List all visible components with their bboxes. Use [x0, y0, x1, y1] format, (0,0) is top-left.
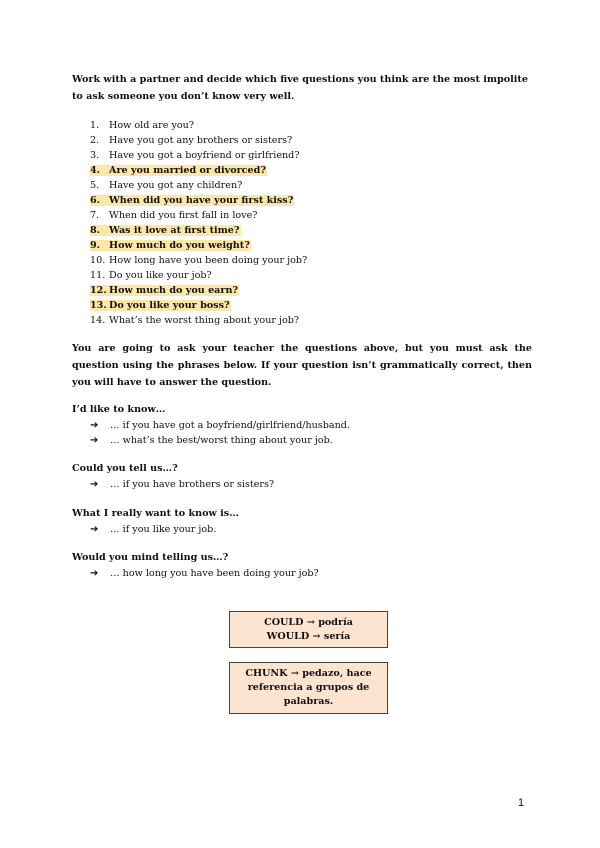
phrase-item [72, 566, 532, 581]
list-item [90, 238, 390, 253]
phrase-item [72, 418, 532, 433]
question-text: How long have you been doing your job? [109, 255, 308, 266]
phrase-group [72, 550, 532, 581]
list-item [90, 298, 390, 313]
instructions-paragraph: You are going to ask your teacher the questions above, but you must ask the question using the phrases below. If your question isn’t grammatically correct, then you will have to answer the question. [72, 343, 532, 388]
question-text: How much do you earn? [109, 285, 239, 296]
arrow-icon: ➔ [90, 479, 99, 490]
highlighted-question [90, 285, 239, 296]
question-number: 3. [90, 150, 100, 161]
question-text: Are you married or divorced? [109, 165, 266, 176]
question-number: 4. [90, 165, 101, 176]
phrase-group [72, 461, 532, 492]
question-number: 11. [90, 270, 106, 281]
list-item [90, 208, 390, 223]
vocab-line: COULD → podría [264, 617, 353, 628]
list-item [90, 253, 390, 268]
highlighted-question [90, 195, 294, 206]
phrase-item [72, 477, 532, 492]
question-number: 6. [90, 195, 101, 206]
question-number: 9. [90, 240, 101, 251]
vocab-line: WOULD → sería [266, 631, 351, 642]
question-text: Have you got any children? [109, 180, 243, 191]
intro-instruction: Work with a partner and decide which five questions you think are the most impolite to ask someone you don’t know very well. [72, 74, 528, 102]
question-text: Was it love at first time? [109, 225, 240, 236]
highlighted-question [90, 240, 251, 251]
phrase-item [72, 433, 532, 448]
question-number: 10. [90, 255, 106, 266]
phrase-text: … what’s the best/worst thing about your job. [110, 435, 333, 446]
phrase-item [72, 522, 532, 537]
question-text: What’s the worst thing about your job? [109, 315, 300, 326]
highlighted-question [90, 165, 267, 176]
arrow-icon: ➔ [90, 435, 99, 446]
vocab-box-chunk [229, 662, 388, 714]
question-text: Have you got a boyfriend or girlfriend? [109, 150, 300, 161]
highlighted-question [90, 225, 241, 236]
phrase-group [72, 402, 532, 448]
list-item [90, 178, 390, 193]
arrow-icon: ➔ [90, 524, 99, 535]
vocab-box-could-would [229, 611, 388, 648]
question-text: Have you got any brothers or sisters? [109, 135, 293, 146]
vocab-text: CHUNK → pedazo, hace referencia a grupos de palabras. [245, 668, 372, 707]
arrow-icon: ➔ [90, 420, 99, 431]
question-text: Do you like your job? [109, 270, 212, 281]
list-item [90, 193, 390, 208]
question-number: 5. [90, 180, 100, 191]
list-item [90, 148, 390, 163]
phrase-heading: What I really want to know is… [72, 508, 239, 519]
phrase-text: … if you have brothers or sisters? [110, 479, 275, 490]
phrase-heading: Could you tell us…? [72, 463, 178, 474]
question-number: 12. [90, 285, 107, 296]
question-number: 13. [90, 300, 107, 311]
phrase-group [72, 506, 532, 537]
phrase-text: … if you like your job. [110, 524, 217, 535]
question-number: 14. [90, 315, 106, 326]
question-text: When did you first fall in love? [109, 210, 258, 221]
highlighted-question [90, 300, 231, 311]
phrase-text: … if you have got a boyfriend/girlfriend/husband. [110, 420, 350, 431]
arrow-icon: ➔ [90, 568, 99, 579]
list-item [90, 223, 390, 238]
question-number: 8. [90, 225, 101, 236]
page-number: 1 [518, 797, 525, 809]
phrase-text: … how long you have been doing your job? [110, 568, 319, 579]
list-item [90, 313, 390, 328]
question-text: When did you have your first kiss? [109, 195, 294, 206]
phrase-heading: I’d like to know… [72, 404, 166, 415]
phrase-heading: Would you mind telling us…? [72, 552, 229, 563]
question-number: 1. [90, 120, 100, 131]
list-item [90, 118, 390, 133]
list-item [90, 163, 390, 178]
question-list [90, 118, 390, 328]
question-number: 7. [90, 210, 100, 221]
list-item [90, 133, 390, 148]
question-text: Do you like your boss? [109, 300, 230, 311]
list-item [90, 268, 390, 283]
question-number: 2. [90, 135, 100, 146]
question-text: How much do you weight? [109, 240, 250, 251]
list-item [90, 283, 390, 298]
question-text: How old are you? [109, 120, 194, 131]
